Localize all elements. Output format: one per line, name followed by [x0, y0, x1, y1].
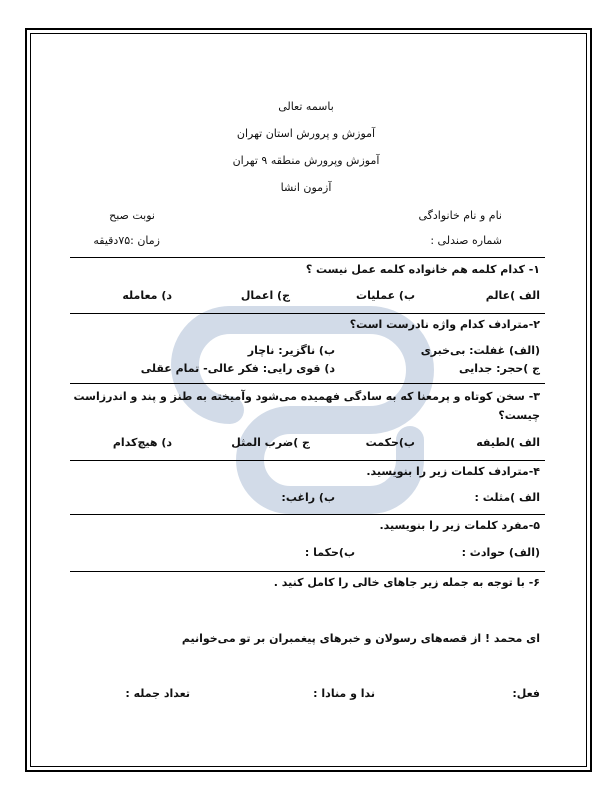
- question-2: ۲-مترادف کدام واژه نادرست است؟: [349, 318, 540, 331]
- question-5: ۵-مفرد کلمات زیر را بنویسید.: [379, 519, 540, 532]
- q6-sentence: ای محمد ! از قصه‌های رسولان و خبرهای پیغمبران بر تو می‌خوانیم: [181, 632, 540, 645]
- q3-option-a: الف )لطیفه: [476, 436, 540, 449]
- name-label: نام و نام خانوادگی: [418, 209, 502, 222]
- divider: [70, 460, 545, 461]
- header-district: آموزش وپرورش منطقه ۹ تهران: [232, 154, 380, 167]
- time-label: زمان :۷۵دقیقه: [93, 234, 160, 247]
- exam-title: آزمون انشا: [280, 181, 332, 194]
- seat-label: شماره صندلی :: [430, 234, 502, 247]
- header-province: آموزش و پرورش استان تهران: [236, 127, 376, 140]
- q4-item-a: الف )مثلث :: [474, 491, 540, 504]
- q2-option-c: ج )حجر: جدایی: [458, 362, 540, 375]
- q2-option-b: ب) ناگزیر: ناچار: [247, 344, 335, 357]
- q5-item-a: (الف) حوادث :: [461, 546, 540, 559]
- q1-option-d: د) معامله: [122, 289, 172, 302]
- question-3-line1: ۳- سخن کوتاه و پرمعنا که به سادگی فهمیده می‌شود وآمیخته به طنز و پند و اندرزاست: [73, 390, 540, 403]
- q3-option-d: د) هیچ‌کدام: [112, 436, 172, 449]
- question-3-line2: چیست؟: [498, 409, 540, 422]
- divider: [70, 313, 545, 314]
- q3-option-c: ج )ضرب المثل: [231, 436, 310, 449]
- q3-option-b: ب)حکمت: [365, 436, 415, 449]
- q4-item-b: ب) راغب:: [281, 491, 335, 504]
- q6-field-verb: فعل:: [512, 687, 540, 700]
- q6-field-vocative: ندا و منادا :: [313, 687, 375, 700]
- q5-item-b: ب)حکما :: [304, 546, 355, 559]
- q1-option-a: الف )عالم: [485, 289, 540, 302]
- question-6: ۶- با توجه به جمله زیر جاهای خالی را کامل کنید .: [273, 576, 540, 589]
- divider: [70, 257, 545, 258]
- shift-label: نوبت صبح: [109, 209, 155, 222]
- question-4: ۴-مترادف کلمات زیر را بنویسید.: [366, 465, 540, 478]
- q2-option-d: د) قوی رایی: فکر عالی- تمام عقلی: [140, 362, 335, 375]
- header-bismillah: باسمه تعالی: [278, 100, 334, 113]
- divider: [70, 514, 545, 515]
- question-1: ۱- کدام کلمه هم خانواده کلمه عمل نیست ؟: [305, 263, 540, 276]
- q6-field-count: تعداد جمله :: [125, 687, 190, 700]
- divider: [70, 383, 545, 384]
- q2-option-a: (الف) غفلت: بی‌خبری: [420, 344, 540, 357]
- q1-option-c: ج) اعمال: [240, 289, 290, 302]
- divider: [70, 571, 545, 572]
- q1-option-b: ب) عملیات: [356, 289, 415, 302]
